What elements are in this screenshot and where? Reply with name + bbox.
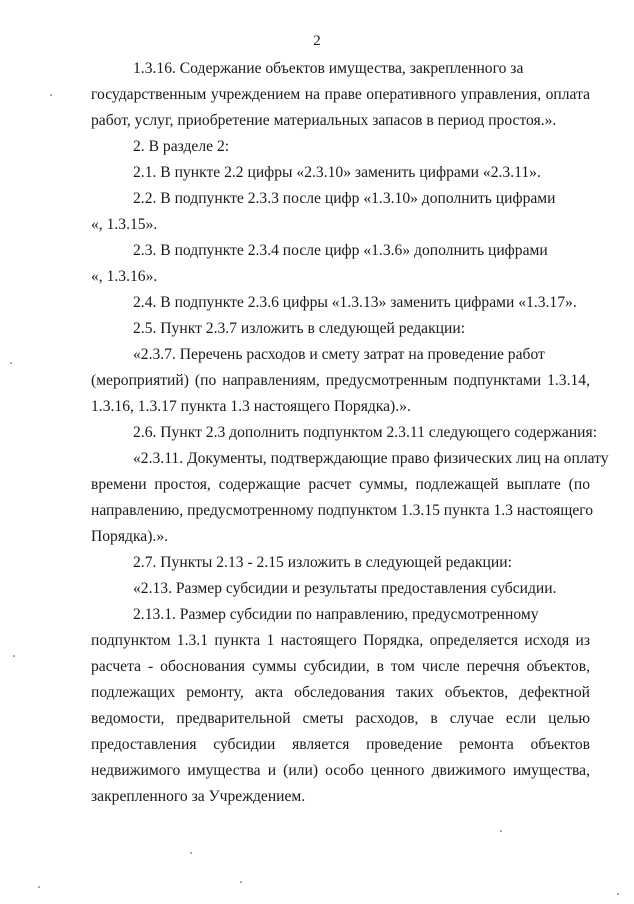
scan-speck [13,655,15,657]
text-line-27: предоставления субсидии является проведение ремонта объектов [91,736,590,753]
text-line-19: Порядка).». [91,528,169,545]
scan-speck [38,886,40,888]
scan-speck [617,893,619,895]
text-line-28: недвижимого имущества и (или) особо ценного движимого имущества, [91,762,590,779]
text-line-8: 2.3. В подпункте 2.3.4 после цифр «1.3.6» дополнить цифрами [133,242,548,259]
scan-speck [50,94,52,96]
text-line-21: «2.13. Размер субсидии и результаты предоставления субсидии. [133,580,557,597]
text-line-7: «, 1.3.15». [91,216,158,233]
text-line-3: работ, услуг, приобретение материальных запасов в период простоя.». [91,112,557,129]
text-line-6: 2.2. В подпункте 2.3.3 после цифр «1.3.10» дополнить цифрами [133,190,556,207]
scan-speck [190,852,192,854]
text-line-26: ведомости, предварительной сметы расходов, в случае если целью [91,710,590,727]
text-line-14: 1.3.16, 1.3.17 пункта 1.3 настоящего Порядка).». [91,398,411,415]
scan-speck [500,830,502,832]
text-line-2: государственным учреждением на праве оперативного управления, оплата [91,86,590,103]
text-line-9: «, 1.3.16». [91,268,158,285]
text-line-24: расчета - обоснования суммы субсидии, в том числе перечня объектов, [91,658,590,675]
text-line-23: подпунктом 1.3.1 пункта 1 настоящего Порядка, определяется исходя из [91,632,590,649]
text-line-13: (мероприятий) (по направлениям, предусмотренным подпунктами 1.3.14, [91,372,590,389]
text-line-12: «2.3.7. Перечень расходов и смету затрат на проведение работ [133,346,545,363]
text-line-11: 2.5. Пункт 2.3.7 изложить в следующей редакции: [133,320,466,337]
text-line-16: «2.3.11. Документы, подтверждающие право физических лиц на оплату [133,450,609,467]
scan-speck [10,362,12,364]
text-line-1: 1.3.16. Содержание объектов имущества, закрепленного за [133,60,524,77]
text-line-17: времени простоя, содержащие расчет суммы, подлежащей выплате (по [91,476,590,493]
text-line-29: закрепленного за Учреждением. [91,788,306,805]
page-number: 2 [313,33,321,49]
text-line-18: направлению, предусмотренному подпунктом 1.3.15 пункта 1.3 настоящего [91,502,594,519]
text-line-4: 2. В разделе 2: [133,138,230,155]
scan-speck [240,881,242,883]
text-line-5: 2.1. В пункте 2.2 цифры «2.3.10» заменить цифрами «2.3.11». [133,164,541,181]
text-line-25: подлежащих ремонту, акта обследования таких объектов, дефектной [91,684,590,701]
text-line-10: 2.4. В подпункте 2.3.6 цифры «1.3.13» заменить цифрами «1.3.17». [133,294,577,311]
text-line-22: 2.13.1. Размер субсидии по направлению, предусмотренному [133,606,539,623]
text-line-20: 2.7. Пункты 2.13 - 2.15 изложить в следующей редакции: [133,554,512,571]
text-line-15: 2.6. Пункт 2.3 дополнить подпунктом 2.3.11 следующего содержания: [133,424,598,441]
